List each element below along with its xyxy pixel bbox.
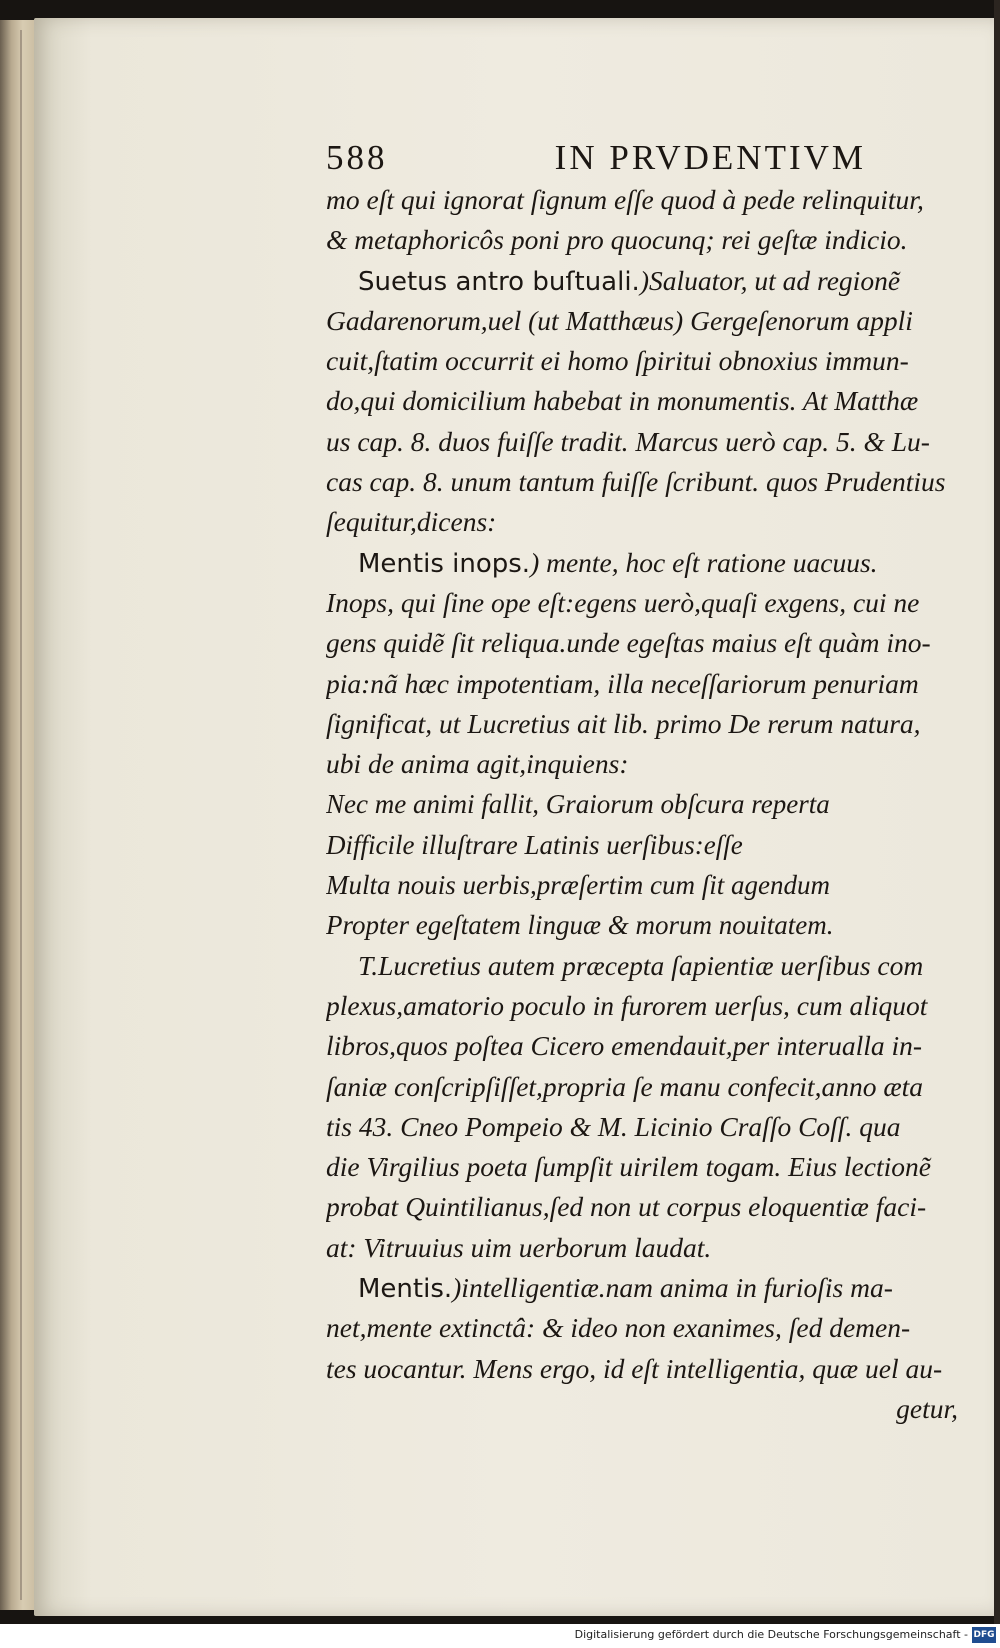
line-text: Propter egeſtatem linguæ & morum nouitatem. (326, 910, 834, 941)
text-line (326, 946, 998, 986)
text-line (326, 986, 998, 1026)
text-line (326, 784, 998, 824)
line-text: ſaniæ conſcripſiſſet,propria ſe manu confecit,anno æta (326, 1070, 924, 1102)
running-header (326, 136, 866, 180)
line-text: Inops, qui ſine ope eſt:egens uerò,quaſi exgens, cui ne (326, 586, 920, 618)
page-text-block (326, 136, 998, 1429)
line-text: ſignificat, ut Lucretius ait lib. primo De rerum natura, (326, 707, 921, 739)
footer-bar (0, 1624, 1000, 1648)
text-line (326, 664, 998, 704)
text-line (326, 1268, 998, 1308)
text-line (326, 1147, 998, 1187)
line-text: ſequitur,dicens: (326, 506, 497, 538)
text-line (326, 1228, 998, 1268)
line-text: T.Lucretius autem præcepta ſapientiæ uerſibus com (358, 949, 924, 981)
text-line (326, 905, 998, 945)
line-text: getur, (896, 1392, 958, 1424)
text-line (326, 1067, 998, 1107)
line-text: )Saluator, ut ad regionẽ (639, 264, 901, 296)
text-line (326, 261, 998, 301)
line-text: Gadarenorum,uel (ut Matthæus) Gergeſenorum appli (326, 304, 913, 336)
line-text: tis 43. Cneo Pompeio & M. Licinio Craſſo Coſſ. qua (326, 1110, 901, 1142)
line-text: at: Vitruuius uim uerborum laudat. (326, 1231, 712, 1263)
line-text: plexus,amatorio poculo in furorem uerſus, cum aliquot (326, 989, 928, 1021)
dfg-logo: DFG (972, 1627, 996, 1643)
line-text: die Virgilius poeta ſumpſit uirilem togam. Eius lectionẽ (326, 1151, 931, 1183)
line-text: us cap. 8. duos fuiſſe tradit. Marcus uerò cap. 5. & Lu- (326, 425, 930, 457)
lemma-heading: Mentis inops. (358, 548, 531, 579)
text-line (326, 381, 998, 421)
line-text: Difficile illuſtrare Latinis uerſibus:eſſe (326, 829, 743, 860)
book-spine-edge (0, 20, 38, 1610)
text-line (326, 1187, 998, 1227)
spine-crease (20, 30, 22, 1600)
text-line (326, 623, 998, 663)
lemma-heading: Suetus antro buſtuali. (358, 266, 640, 297)
text-line (326, 1389, 998, 1429)
line-text: & metaphoricôs poni pro quocunq; rei geſtæ indicio. (326, 224, 908, 256)
line-text: ubi de anima agit,inquiens: (326, 748, 629, 780)
line-text: tes uocantur. Mens ergo, id eſt intelligentia, quæ uel au- (326, 1352, 943, 1384)
line-text: do,qui domicilium habebat in monumentis. At Matthæ (326, 385, 919, 417)
text-lines (326, 180, 998, 1429)
text-line (326, 422, 998, 462)
line-text: cas cap. 8. unum tantum fuiſſe ſcribunt. quos Prudentius (326, 466, 946, 498)
line-text: net,mente extinctâ: & ideo non exanimes, ſed demen- (326, 1312, 911, 1344)
text-line (326, 341, 998, 381)
line-text: gens quidẽ ſit reliqua.unde egeſtas maius eſt quàm ino- (326, 627, 931, 659)
line-text: cuit,ſtatim occurrit ei homo ſpiritui obnoxius immun- (326, 345, 909, 377)
line-text: mo eſt qui ignorat ſignum eſſe quod à pede relinquitur, (326, 184, 924, 215)
line-text: Nec me animi fallit, Graiorum obſcura reperta (326, 789, 830, 820)
line-text: )intelligentiæ.nam anima in furioſis ma- (452, 1272, 893, 1304)
text-line (326, 502, 998, 542)
line-text: probat Quintilianus,ſed non ut corpus eloquentiæ faci- (326, 1191, 927, 1223)
right-edge-shadow (994, 0, 1000, 1648)
text-line (326, 583, 998, 623)
text-line (326, 1026, 998, 1066)
running-title: IN PRVDENTIVM (554, 138, 866, 177)
text-line (326, 825, 998, 865)
text-line (326, 1107, 998, 1147)
text-line (326, 220, 998, 260)
book-page (34, 18, 996, 1616)
line-text: ) mente, hoc eſt ratione uacuus. (530, 546, 878, 578)
page-number: 588 (326, 138, 388, 177)
text-line (326, 1308, 998, 1348)
text-line (326, 1349, 998, 1389)
text-line (326, 865, 998, 905)
text-line (326, 462, 998, 502)
lemma-heading: Mentis. (358, 1274, 453, 1305)
text-line (326, 704, 998, 744)
text-line (326, 543, 998, 583)
line-text: libros,quos poſtea Cicero emendauit,per interualla in- (326, 1030, 923, 1062)
digitization-credit: Digitalisierung gefördert durch die Deutsche Forschungsgemeinschaft - (574, 1628, 968, 1641)
text-line (326, 744, 998, 784)
line-text: pia:nã hæc impotentiam, illa neceſſariorum penuriam (326, 667, 919, 699)
text-line (326, 301, 998, 341)
line-text: Multa nouis uerbis,præſertim cum ſit agendum (326, 870, 830, 901)
text-line (326, 180, 998, 220)
